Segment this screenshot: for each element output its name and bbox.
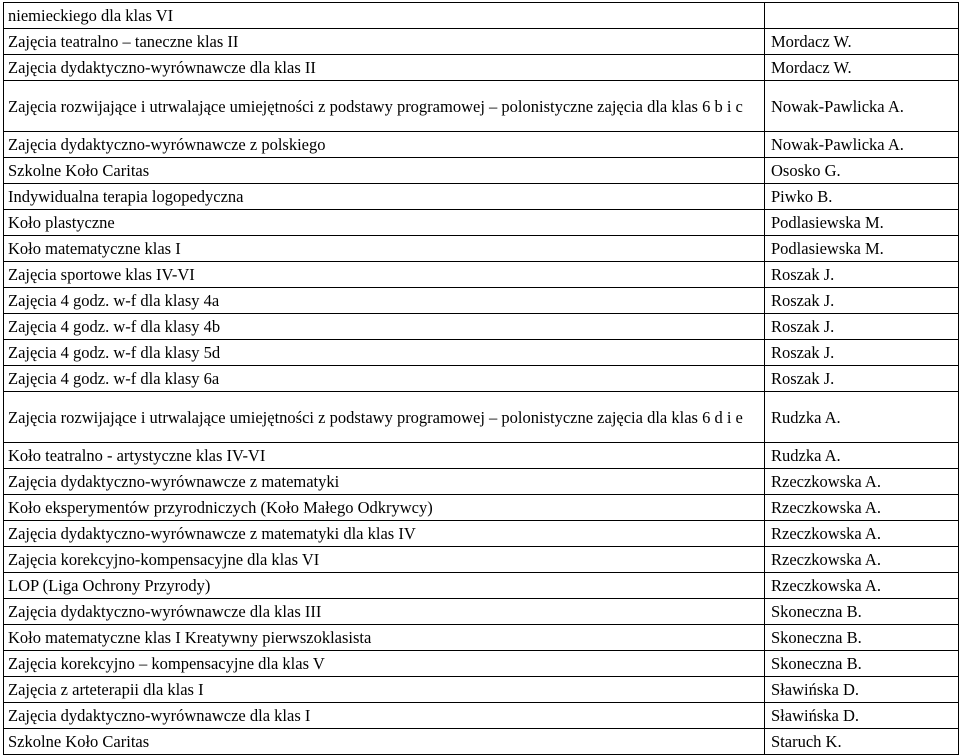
activity-cell: Zajęcia 4 godz. w-f dla klasy 4a <box>4 288 765 314</box>
table-row <box>4 236 959 262</box>
activity-cell: Szkolne Koło Caritas <box>4 158 765 184</box>
teacher-cell <box>765 469 959 495</box>
teacher-cell <box>765 599 959 625</box>
teacher-cell <box>765 495 959 521</box>
activity-cell: Zajęcia korekcyjno-kompensacyjne dla klas VI <box>4 547 765 573</box>
table-row <box>4 55 959 81</box>
teacher-name: Nowak-Pawlicka A. <box>771 96 904 116</box>
table-row <box>4 210 959 236</box>
teacher-name: Mordacz W. <box>771 32 852 51</box>
teacher-cell <box>765 184 959 210</box>
table-row <box>4 340 959 366</box>
table-row <box>4 262 959 288</box>
table-row <box>4 703 959 729</box>
teacher-cell <box>765 547 959 573</box>
activity-cell: Zajęcia rozwijające i utrwalające umiejętności z podstawy programowej – polonistyczne zajęcia dla klas 6 b i c <box>4 81 765 132</box>
activity-cell: Zajęcia dydaktyczno-wyrównawcze dla klas I <box>4 703 765 729</box>
teacher-name: Sławińska D. <box>771 680 859 699</box>
activity-cell: Zajęcia rozwijające i utrwalające umiejętności z podstawy programowej – polonistyczne zajęcia dla klas 6 d i e <box>4 392 765 443</box>
table-row <box>4 573 959 599</box>
teacher-cell <box>765 366 959 392</box>
table-row <box>4 288 959 314</box>
activity-cell: Zajęcia dydaktyczno-wyrównawcze z polskiego <box>4 132 765 158</box>
teacher-cell <box>765 314 959 340</box>
teacher-name: Rzeczkowska A. <box>771 498 881 517</box>
table-row <box>4 132 959 158</box>
teacher-cell <box>765 288 959 314</box>
teacher-name: Roszak J. <box>771 369 835 388</box>
activity-cell: Koło eksperymentów przyrodniczych (Koło Małego Odkrywcy) <box>4 495 765 521</box>
activity-cell: Zajęcia dydaktyczno-wyrównawcze z matematyki <box>4 469 765 495</box>
teacher-name: Nowak-Pawlicka A. <box>771 135 904 154</box>
teacher-name: Roszak J. <box>771 317 835 336</box>
table-row <box>4 547 959 573</box>
activities-table <box>3 2 959 755</box>
activity-cell: Zajęcia sportowe klas IV-VI <box>4 262 765 288</box>
table-row <box>4 443 959 469</box>
table-row <box>4 392 959 443</box>
activity-cell: Zajęcia korekcyjno – kompensacyjne dla klas V <box>4 651 765 677</box>
activity-cell: Zajęcia dydaktyczno-wyrównawcze z matematyki dla klas IV <box>4 521 765 547</box>
teacher-name: Roszak J. <box>771 343 835 362</box>
teacher-cell <box>765 3 959 29</box>
activity-cell: Zajęcia dydaktyczno-wyrównawcze dla klas III <box>4 599 765 625</box>
teacher-name: Rzeczkowska A. <box>771 524 881 543</box>
table-row <box>4 651 959 677</box>
teacher-name: Podlasiewska M. <box>771 239 884 258</box>
activity-cell: Zajęcia dydaktyczno-wyrównawcze dla klas II <box>4 55 765 81</box>
teacher-name: Skoneczna B. <box>771 654 862 673</box>
teacher-cell <box>765 443 959 469</box>
teacher-cell <box>765 703 959 729</box>
table-row <box>4 599 959 625</box>
activity-cell: Koło matematyczne klas I Kreatywny pierwszoklasista <box>4 625 765 651</box>
table-row <box>4 677 959 703</box>
table-row <box>4 469 959 495</box>
teacher-cell <box>765 625 959 651</box>
teacher-name: Rzeczkowska A. <box>771 576 881 595</box>
teacher-name: Mordacz W. <box>771 58 852 77</box>
activities-table-body <box>4 3 959 755</box>
teacher-cell <box>765 158 959 184</box>
teacher-cell <box>765 340 959 366</box>
teacher-name: Roszak J. <box>771 265 835 284</box>
activity-cell: LOP (Liga Ochrony Przyrody) <box>4 573 765 599</box>
teacher-name: Ososko G. <box>771 161 841 180</box>
teacher-name: Podlasiewska M. <box>771 213 884 232</box>
activity-cell: Indywidualna terapia logopedyczna <box>4 184 765 210</box>
teacher-cell <box>765 236 959 262</box>
table-row <box>4 625 959 651</box>
activity-cell: niemieckiego dla klas VI <box>4 3 765 29</box>
activity-cell: Zajęcia 4 godz. w-f dla klasy 4b <box>4 314 765 340</box>
table-row <box>4 158 959 184</box>
table-row <box>4 495 959 521</box>
teacher-cell <box>765 210 959 236</box>
activity-cell: Koło plastyczne <box>4 210 765 236</box>
table-row <box>4 29 959 55</box>
table-row <box>4 366 959 392</box>
table-row <box>4 184 959 210</box>
teacher-cell <box>765 521 959 547</box>
table-row <box>4 3 959 29</box>
teacher-name: Staruch K. <box>771 732 842 751</box>
teacher-cell <box>765 29 959 55</box>
activity-cell: Zajęcia 4 godz. w-f dla klasy 5d <box>4 340 765 366</box>
table-row <box>4 81 959 132</box>
teacher-cell <box>765 132 959 158</box>
teacher-name: Piwko B. <box>771 187 833 206</box>
activity-cell: Zajęcia 4 godz. w-f dla klasy 6a <box>4 366 765 392</box>
activity-cell: Koło matematyczne klas I <box>4 236 765 262</box>
teacher-name: Rzeczkowska A. <box>771 472 881 491</box>
teacher-cell <box>765 262 959 288</box>
activity-cell: Koło teatralno - artystyczne klas IV-VI <box>4 443 765 469</box>
activity-cell: Zajęcia z arteterapii dla klas I <box>4 677 765 703</box>
table-row <box>4 314 959 340</box>
teacher-name: Rudzka A. <box>771 407 841 427</box>
teacher-name: Rudzka A. <box>771 446 841 465</box>
teacher-name: Roszak J. <box>771 291 835 310</box>
teacher-name: Sławińska D. <box>771 706 859 725</box>
activity-cell: Zajęcia teatralno – taneczne klas II <box>4 29 765 55</box>
teacher-cell <box>765 55 959 81</box>
teacher-cell <box>765 573 959 599</box>
teacher-name: Skoneczna B. <box>771 602 862 621</box>
teacher-name: Rzeczkowska A. <box>771 550 881 569</box>
teacher-name: Skoneczna B. <box>771 628 862 647</box>
teacher-cell <box>765 392 959 443</box>
teacher-cell <box>765 677 959 703</box>
teacher-cell <box>765 651 959 677</box>
table-row <box>4 521 959 547</box>
activity-cell: Szkolne Koło Caritas <box>4 729 765 755</box>
teacher-cell <box>765 81 959 132</box>
